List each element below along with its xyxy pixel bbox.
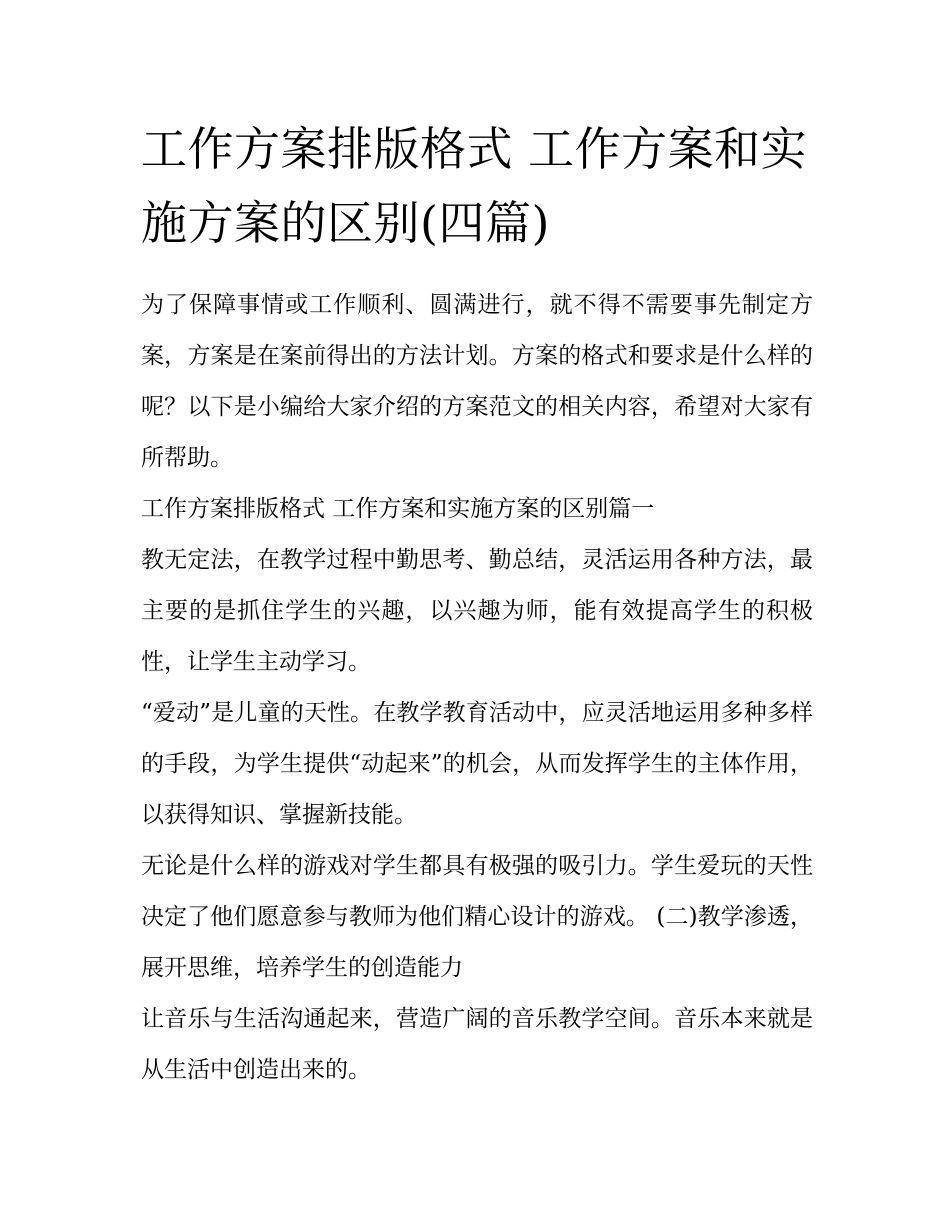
document-body [141, 112, 813, 1096]
paragraph: 教无定法，在教学过程中勤思考、勤总结，灵活运用各种方法，最主要的是抓住学生的兴趣，以兴趣为师，能有效提高学生的积极性，让学生主动学习。 [141, 547, 813, 675]
section-heading: 工作方案排版格式 工作方案和实施方案的区别篇一 [141, 496, 655, 522]
paragraph: 让音乐与生活沟通起来，营造广阔的音乐教学空间。音乐本来就是从生活中创造出来的。 [141, 1006, 813, 1083]
document-title: 工作方案排版格式 工作方案和实施方案的区别(四篇) [141, 122, 808, 250]
paragraph: “爱动”是儿童的天性。在教学教育活动中，应灵活地运用多种多样的手段，为学生提供“动起来”的机会，从而发挥学生的主体作用，以获得知识、掌握新技能。 [141, 700, 813, 828]
paragraph-intro: 为了保障事情或工作顺利、圆满进行，就不得不需要事先制定方案，方案是在案前得出的方法计划。方案的格式和要求是什么样的呢？以下是小编给大家介绍的方案范文的相关内容，希望对大家有所帮助。 [141, 292, 813, 471]
paragraph: 无论是什么样的游戏对学生都具有极强的吸引力。学生爱玩的天性决定了他们愿意参与教师为他们精心设计的游戏。 (二)教学渗透，展开思维，培养学生的创造能力 [141, 853, 813, 981]
